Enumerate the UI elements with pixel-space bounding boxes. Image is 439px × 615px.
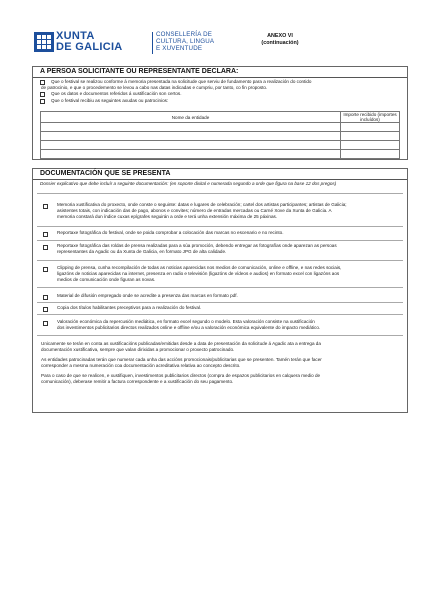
documentation-item-text (57, 305, 395, 311)
entity-name-cell[interactable] (41, 150, 341, 159)
item-divider (37, 314, 403, 315)
note-numbering (41, 357, 401, 369)
documentation-item-press-photos (43, 243, 393, 265)
item-divider (37, 302, 403, 303)
documentation-checkbox-3[interactable] (43, 245, 48, 250)
amount-header: Importe recibido (importes incluídos) (341, 112, 400, 123)
documentation-item-text (57, 202, 395, 220)
item-divider (37, 193, 403, 194)
documentation-checkbox-7[interactable] (43, 321, 48, 326)
documentation-item-clipping (43, 265, 393, 287)
amount-cell[interactable] (341, 123, 400, 132)
text-line: Valoración económica da repercusión mediática, en formato excel segundo o modelo. Esta valoración consiste na xustificación (57, 319, 315, 324)
documentation-item-text (57, 243, 395, 255)
annex-label (256, 33, 304, 46)
documentation-checkbox-5[interactable] (43, 295, 48, 300)
documentation-item-text (57, 293, 395, 299)
amount-cell[interactable] (341, 150, 400, 159)
note-advertising-invoice (41, 373, 401, 385)
aid-table-header (41, 112, 400, 123)
note-justification-period (41, 341, 401, 353)
documentation-section (32, 168, 408, 413)
text-line: documentación xustificativa, sempre que valan dirixidas a promocionar o proxecto patrocinado. (41, 347, 235, 352)
table-row (41, 141, 400, 150)
amount-cell[interactable] (341, 141, 400, 150)
item-divider (37, 335, 403, 336)
document-header (34, 30, 414, 60)
aid-table (40, 111, 400, 159)
item-divider (37, 226, 403, 227)
item-divider (37, 260, 403, 261)
table-row (41, 123, 400, 132)
amount-cell[interactable] (341, 132, 400, 141)
text-line: Reportaxe fotográfica das roldas de prensa realizadas para a súa promoción, debendo entregar as fotografías onde aparezan as persoas (57, 243, 337, 248)
documentation-item-text (57, 230, 395, 236)
text-line: Unicamente se terán en conta as xustificacións publicadas/emitidas desde a data de presentación da solicitude á Agadic ata a entrega da (41, 341, 321, 346)
logo-line-2: DE GALICIA (56, 41, 123, 53)
department-line: E XUVENTUDE (156, 45, 203, 53)
declaration-section (32, 66, 408, 160)
text-line: As entidades patrocinadas terán que numerar cada unha das accións promocionais/publicitarias que se presenten. Tamén terán que facer (41, 357, 322, 362)
title-divider (33, 179, 407, 180)
text-line: corresponder a mesma numeración coa documentación acreditativa relativa ao concepto descrito. (41, 363, 241, 368)
documentation-checkbox-6[interactable] (43, 307, 48, 312)
documentation-item-memoria (43, 202, 393, 224)
declaration-item-3: Que o festival recibiu as seguintes axudas ou patrocinios: (51, 98, 169, 103)
documentation-checkbox-2[interactable] (43, 232, 48, 237)
text-line: Copia dos títulos habilitantes preceptivos para a realización do festival. (57, 305, 202, 310)
entity-name-cell[interactable] (41, 123, 341, 132)
annex-title: ANEXO VI (267, 33, 293, 39)
xunta-logo-text (56, 31, 123, 53)
annex-subtitle: (continuación) (261, 39, 299, 46)
logo-divider (152, 32, 153, 54)
text-line: dos investimentos publicitarios directos realizados online e offline e/ou a valoración económica equivalente do impacto mediático. (57, 325, 321, 330)
title-divider (33, 77, 407, 78)
text-line: Para o caso de que se realicen, e xustifiquen, investimentos publicitarios directos (compra de espazos publicitarios en calquera medio de (41, 373, 321, 378)
documentation-item-media-valuation (43, 319, 393, 341)
documentation-intro: Dossier explicativo que debe incluír a seguinte documentación: (en soporte dixital e numerada segundo a orde que figura na base 12 dos pregos) (40, 181, 337, 186)
documentation-checkbox-1[interactable] (43, 204, 48, 209)
item-divider (37, 240, 403, 241)
declaration-item-2: Que os datos e documentos referidos á xustificación son certos. (51, 91, 182, 96)
department-line: CULTURA, LINGUA (156, 38, 215, 46)
text-line: memoria constará dun índice cuxas epígrafes seguirán a orde e terá unha extensión máxima de 25 páxinas. (57, 214, 278, 219)
text-line: comunicación), deberase remitir a factura correspondente e a xustificación do seu pagamento. (41, 379, 234, 384)
table-row (41, 132, 400, 141)
xunta-logo-icon (34, 32, 54, 52)
department-line: CONSELLERÍA DE (156, 31, 213, 38)
documentation-title: DOCUMENTACIÓN QUE SE PRESENTA (40, 170, 171, 177)
table-row (41, 150, 400, 159)
text-line: Reportaxe fotográfica do festival, onde se poida comprobar a colocación das marcas no escenario e no recinto. (57, 230, 284, 235)
text-line: Clipping de prensa, cunha recompilación de todas as noticias aparecidas nos medios de comunicación, online e offline, e nas redes sociais, (57, 265, 342, 270)
text-line: asistentes totais, con indicación das de pago, abonos e convites; número de entradas mercadas ou Carné Xove da Xunta de Galicia. A (57, 208, 332, 213)
documentation-item-text (57, 319, 395, 331)
declaration-item-1-line-1: Que o festival se realizou conforme á memoria presentada na solicitude que serviu de fundamento para a realización do contido (51, 79, 312, 84)
department-name (156, 31, 214, 53)
logo-line-1: XUNTA (56, 30, 95, 42)
text-line: Material de difusión empregado onde se acredite a presenza das marcas en formato pdf. (57, 293, 238, 298)
entity-name-cell[interactable] (41, 141, 341, 150)
declaration-checkbox-2[interactable] (40, 92, 45, 97)
documentation-item-text (57, 265, 395, 283)
text-line: ligazóns de noticias aparecidas na internet, presenza en radio e televisión (ligazóns de vídeos e audios) en formato excel con ligazóns aos (57, 271, 340, 276)
declaration-checkbox-3[interactable] (40, 99, 45, 104)
declaration-item-1-line-2: de patrocinio, e que o procedemento se levou a cabo nas datas indicadas e cumpriu, por tanto, co fin proposto. (41, 85, 268, 90)
declaration-title: A PERSOA SOLICITANTE OU REPRESENTANTE DECLARA: (40, 68, 239, 75)
item-divider (37, 287, 403, 288)
entity-name-cell[interactable] (41, 132, 341, 141)
text-line: medios de comunicación onde figuran as novas. (57, 277, 156, 282)
entity-name-header: Nome da entidade (41, 112, 341, 123)
text-line: Memoria xustificativa do proxecto, onde conste o seguinte: datas e lugares de celebración; cartel dos artistas participantes; artistas de Galicia; (57, 202, 347, 207)
documentation-checkbox-4[interactable] (43, 267, 48, 272)
text-line: representantes da Agadic ou da Xunta de Galicia, en formato JPG de alta calidade. (57, 249, 227, 254)
